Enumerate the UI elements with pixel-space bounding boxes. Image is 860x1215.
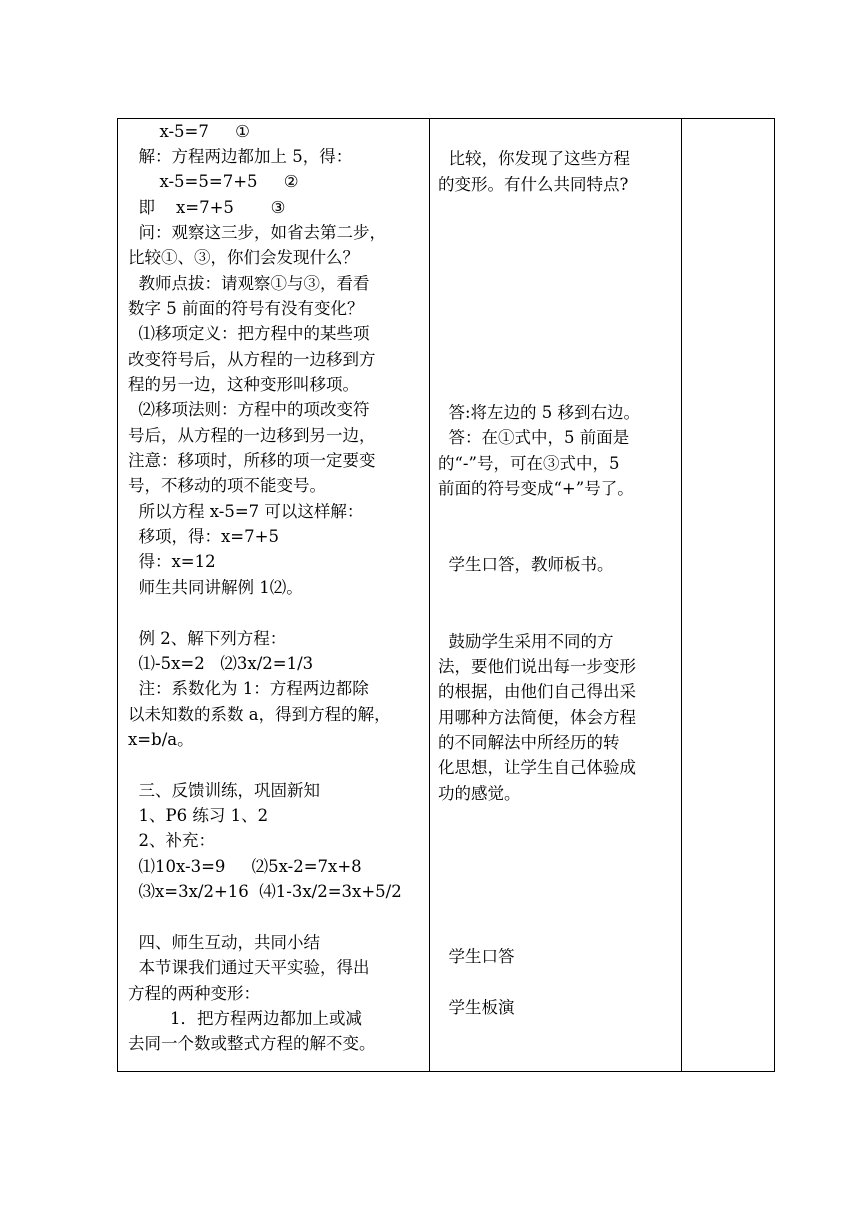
text-line: 例 2、解下列方程： bbox=[128, 629, 287, 648]
text-line: ⑴10x-3=9 ⑵5x-2=7x+8 bbox=[128, 857, 362, 876]
text-line: 功的感觉。 bbox=[438, 784, 521, 803]
text-line: 比较，你发现了这些方程 bbox=[438, 149, 630, 168]
text-line: 得：x=12 bbox=[128, 552, 216, 571]
text-line: x-5=5=7+5 ② bbox=[128, 172, 299, 191]
text-line: 1、P6 练习 1、2 bbox=[128, 806, 269, 825]
text-line: x=b/a。 bbox=[128, 730, 194, 749]
text-line: 改变符号后，从方程的一边移到方 bbox=[128, 350, 376, 369]
text-line: 四、师生互动，共同小结 bbox=[128, 933, 320, 952]
text-line: 的根据，由他们自己得出采 bbox=[438, 682, 636, 701]
text-line: 移项，得：x=7+5 bbox=[128, 527, 279, 546]
text-line: 用哪种方法简便，体会方程 bbox=[438, 708, 636, 727]
text-line: 的不同解法中所经历的转 bbox=[438, 733, 620, 752]
text-line: 的变形。有什么共同特点? bbox=[438, 175, 629, 194]
text-line: 号，不移动的项不能变号。 bbox=[128, 476, 326, 495]
text-line: 前面的符号变成“+”号了。 bbox=[438, 479, 634, 498]
text-line: 去同一个数或整式方程的解不变。 bbox=[128, 1034, 376, 1053]
text-line: ⑴移项定义：把方程中的某些项 bbox=[128, 324, 370, 343]
text-line: 注意：移项时，所移的项一定要变 bbox=[128, 451, 376, 470]
text-line: 方程的两种变形： bbox=[128, 984, 260, 1003]
text-line: 号后，从方程的一边移到另一边， bbox=[128, 426, 376, 445]
text-line: ⑴-5x=2 ⑵3x/2=1/3 bbox=[128, 654, 314, 673]
text-line: 程的另一边，这种变形叫移项。 bbox=[128, 375, 359, 394]
text-line: 鼓励学生采用不同的方 bbox=[438, 632, 614, 651]
text-line: 学生口答 bbox=[438, 947, 515, 966]
text-line: 学生板演 bbox=[438, 998, 515, 1017]
lesson-table bbox=[117, 118, 775, 1072]
column-divider bbox=[681, 119, 682, 1071]
text-line: 所以方程 x-5=7 可以这样解： bbox=[128, 502, 364, 521]
text-line: 三、反馈训练，巩固新知 bbox=[128, 781, 320, 800]
text-line: 答：在①式中，5 前面是 bbox=[438, 428, 630, 447]
text-line: 答:将左边的 5 移到右边。 bbox=[438, 403, 641, 422]
text-line: ⑵移项法则：方程中的项改变符 bbox=[128, 400, 370, 419]
text-line: 化思想，让学生自己体验成 bbox=[438, 758, 636, 777]
text-line: 1．把方程两边都加上或减 bbox=[128, 1009, 362, 1028]
text-line: 学生口答，教师板书。 bbox=[438, 555, 614, 574]
text-line: 注：系数化为 1：方程两边都除 bbox=[128, 679, 369, 698]
text-line: 以未知数的系数 a，得到方程的解， bbox=[128, 705, 391, 724]
text-line: 师生共同讲解例 1⑵。 bbox=[128, 578, 303, 597]
text-line: 问：观察这三步，如省去第二步， bbox=[128, 223, 386, 242]
text-line: 本节课我们通过天平实验，得出 bbox=[128, 958, 370, 977]
text-line: 比较①、③，你们会发现什么？ bbox=[128, 248, 359, 267]
text-line: ⑶x=3x/2+16 ⑷1-3x/2=3x+5/2 bbox=[128, 882, 402, 901]
text-line: 解：方程两边都加上 5，得： bbox=[128, 147, 353, 166]
text-line: 2、补充： bbox=[128, 831, 215, 850]
text-line: 教师点拔：请观察①与③，看看 bbox=[128, 274, 370, 293]
text-line: x-5=7 ① bbox=[128, 122, 250, 141]
text-line: 即 x=7+5 ③ bbox=[128, 198, 286, 217]
text-line: 数字 5 前面的符号有没有变化？ bbox=[128, 299, 364, 318]
column-divider bbox=[429, 119, 430, 1071]
text-line: 的“-”号，可在③式中，5 bbox=[438, 454, 620, 473]
text-line: 法，要他们说出每一步变形 bbox=[438, 657, 636, 676]
